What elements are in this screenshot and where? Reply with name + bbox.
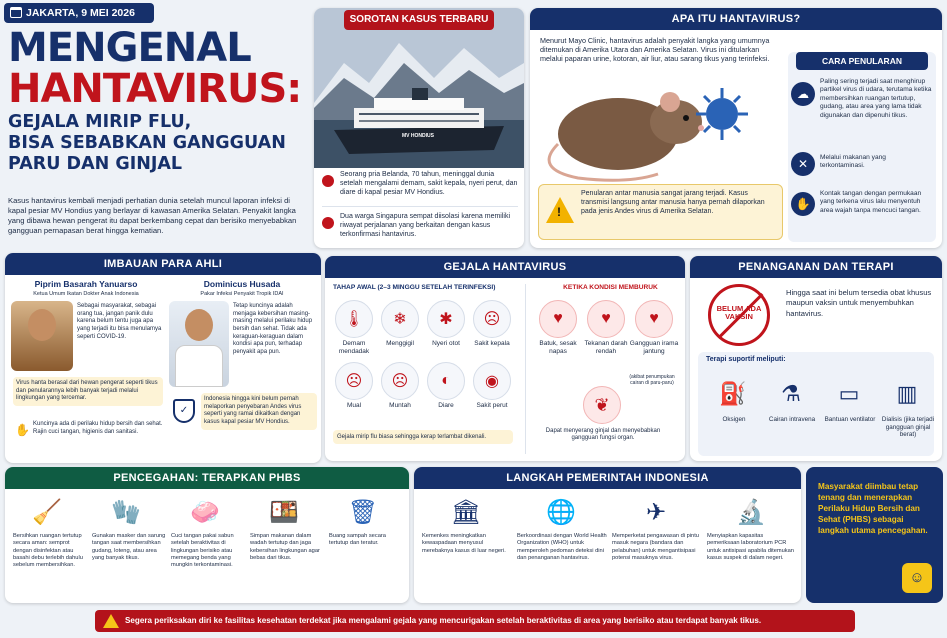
- gejala-header: GEJALA HANTAVIRUS: [325, 256, 685, 278]
- p1-note: Virus hanta berasal dari hewan pengerat seperti tikus dan penularannya lebih banyak terjadi melalui lingkungan yang tercemar.: [13, 377, 163, 406]
- therapy-label: Cairan intravena: [768, 416, 816, 423]
- awal-note: Gejala mirip flu biasa sehingga kerap terlambat dikenali.: [333, 430, 513, 444]
- sorotan-header: SOROTAN KASUS TERBARU: [344, 10, 494, 30]
- heart-rhythm-icon: ♥: [635, 300, 673, 338]
- langkah-header: LANGKAH PEMERINTAH INDONESIA: [414, 467, 801, 489]
- phbs-callout: [806, 467, 943, 603]
- government-step-text: Kemenkes meningkatkan kewaspadaan menyusul merebaknya kasus di luar negeri.: [422, 533, 506, 554]
- toilet-icon: ◐: [427, 362, 465, 400]
- stamp-text: BELUM ADA VAKSIN: [716, 304, 762, 322]
- lungs-icon: ♥: [539, 300, 577, 338]
- dialysis-icon: ▥: [896, 381, 918, 406]
- ahli-panel: [5, 253, 321, 463]
- apa-desc: Menurut Mayo Clinic, hantavirus adalah penyakit langka yang umumnya ditemukan di Amerika Utara dan Amerika Selatan. Virus ini ditularkan melalui paparan urine, kotoran, air liur, atau sarang tikus yang terinfeksi.: [540, 36, 770, 64]
- calendar-icon: [10, 7, 22, 18]
- rat-illustration: [538, 74, 718, 184]
- prevention-text: Buang sampah secara tertutup dan teratur.: [329, 533, 386, 547]
- headache-icon: ☹: [473, 300, 511, 338]
- pencegahan-header: PENCEGAHAN: TERAPKAN PHBS: [5, 467, 409, 489]
- symptom-label: Menggigil: [386, 340, 414, 347]
- shield-icon: ✓: [173, 399, 195, 423]
- kidney-icon: ❦: [583, 386, 621, 424]
- symptom-label: Diare: [438, 402, 454, 409]
- awal-title: TAHAP AWAL (2–3 MINGGU SETELAH TERINFEKSI): [333, 284, 496, 291]
- p1-tip: Kuncinya ada di perilaku hidup bersih dan sehat. Rajin cuci tangan, higienis dan sanitasi.: [33, 421, 163, 435]
- government-step-text: Berkoordinasi dengan World Health Organization (WHO) untuk memperoleh pedoman deteksi dini dan penanganan hantavirus.: [517, 533, 607, 561]
- p2-role: Pakar Infeksi Penyakit Tropik IDAI: [200, 291, 284, 297]
- vomit-icon: ☹: [381, 362, 419, 400]
- cara-3: Kontak tangan dengan permukaan yang terkena virus lalu menyentuh area wajah tanpa mencuci tangan.: [820, 190, 922, 214]
- ministry-building-icon: 🏛: [450, 498, 482, 526]
- chills-icon: ❄: [381, 300, 419, 338]
- government-step-text: Menyiapkan kapasitas pemeriksaan laboratorium PCR untuk antisipasi apabila ditemukan kasus suspek di dalam negeri.: [707, 533, 794, 561]
- berat-extra: (akibat penumpukan cairan di paru-paru): [629, 374, 675, 386]
- date-text: JAKARTA, 9 MEI 2026: [26, 7, 135, 19]
- person-icon: [322, 175, 334, 187]
- handwash-icon: 🧼: [190, 498, 220, 526]
- avatar-p2: [169, 301, 229, 387]
- cara-2: Melalui makanan yang terkontaminasi.: [820, 154, 886, 170]
- trash-bin-icon: 🗑: [347, 498, 379, 526]
- intro-text: Kasus hantavirus kembali menjadi perhatian dunia setelah muncul laporan infeksi di kapal pesiar MV Hondius yang berlayar di kawasan Amerika Selatan. Penyakit langka yang dibawa hewan pengerat itu dapat berkembang cepat dan berisiko menyebabkan gangguan pernapasan berat hingga kematian.: [8, 196, 297, 236]
- ship-name: MV HONDIUS: [402, 133, 434, 139]
- callout-text: Masyarakat diimbau tetap tenang dan menerapkan Perilaku Hidup Bersih dan Sehat (PHBS) sebagai langkah utama pencegahan.: [818, 482, 928, 536]
- subtitle-1: GEJALA MIRIP FLU,: [8, 112, 192, 132]
- therapy-label: Bantuan ventilator: [824, 416, 876, 423]
- terapi-panel: [690, 256, 942, 461]
- handwash-icon: ✋: [15, 423, 30, 437]
- pencegahan-panel: [5, 467, 409, 603]
- footer-bar: [95, 610, 855, 632]
- hand-icon: ✋: [791, 192, 815, 216]
- terapi-desc: Hingga saat ini belum tersedia obat khusus maupun vaksin untuk menyembuhkan hantavirus.: [786, 288, 932, 318]
- who-globe-icon: 🌐: [546, 498, 576, 526]
- warning-icon: [103, 614, 119, 628]
- ahli-header: IMBAUAN PARA AHLI: [5, 253, 321, 275]
- p2-note: Indonesia hingga kini belum pernah melaporkan penyebaran Andes virus seperti yang ramai dikaitkan dengan kasus kapal pesiar MV Hondius.: [201, 393, 317, 430]
- utensils-icon: ✕: [791, 152, 815, 176]
- p1-quote: Sebagai masyarakat, sebagai orang tua, jangan panik dulu karena belum tentu juga apa yang terjadi itu bisa menulamya seperti COVID-19.: [77, 303, 162, 340]
- sorotan-item-2: Dua warga Singapura sempat diisolasi karena memiliki riwayat perjalanan yang berkaitan dengan kasus terkonfirmasi hantavirus.: [340, 213, 511, 238]
- p1-role: Ketua Umum Ikatan Dokter Anak Indonesia: [33, 291, 139, 297]
- symptom-label: Nyeri otot: [432, 340, 460, 347]
- passport-plane-icon: ✈: [645, 498, 667, 526]
- thermometer-icon: 🌡: [335, 300, 373, 338]
- microscope-lab-icon: 🔬: [736, 498, 766, 526]
- terapi-header: PENANGANAN DAN TERAPI: [690, 256, 942, 278]
- sorotan-panel: [314, 8, 524, 248]
- therapy-label: Oksigen: [722, 416, 746, 423]
- symptom-label: Sakit perut: [476, 402, 508, 409]
- food-container-icon: 🍱: [269, 498, 299, 526]
- muscle-icon: ✱: [427, 300, 465, 338]
- symptom-label: Mual: [346, 402, 362, 409]
- gejala-panel: [325, 256, 685, 461]
- title-line-2: HANTAVIRUS:: [8, 66, 302, 112]
- spray-broom-icon: 🧹: [32, 498, 62, 526]
- oxygen-tank-icon: ⛽: [719, 381, 747, 406]
- prevention-text: Bersihkan ruangan tertutup secara aman: semprot dengan disinfektan atau basahi debu terlebih dahulu sebelum membersihkan.: [13, 533, 83, 569]
- footer-text: Segera periksakan diri ke fasilitas kesehatan terdekat jika mengalami gejala yang mencurigakan setelah beraktivitas di area yang berisiko atau terdapat banyak tikus.: [125, 616, 762, 625]
- virus-icon: [692, 84, 752, 144]
- langkah-panel: [414, 467, 801, 603]
- p2-quote: Tetap kuncinya adalah menjaga kebersihan masing-masing melalui perilaku hidup bersih dan sehat. Tidak ada keraguan-keraguan dalam kondisi apa pun, terhadap penyakit apa pun.: [233, 303, 313, 356]
- p2-name: Dominicus Husada: [203, 279, 281, 289]
- warning-box: ! Penularan antar manusia sangat jarang terjadi. Kasus transmisi langsung antar manusia hanya pernah dilaporkan pada jenis Andes virus di Amerika Selatan.: [538, 184, 783, 240]
- gloves-mask-icon: 🧤: [111, 498, 141, 526]
- severe-symptom-label: Tekanan darah rendah: [584, 340, 628, 355]
- symptom-label: Sakit kepala: [474, 340, 510, 347]
- symptom-label: Muntah: [389, 402, 411, 409]
- prevention-text: Gunakan masker dan sarung tangan saat membersihkan gudang, loteng, atau area yang banyak tikus.: [92, 533, 166, 561]
- cara-1: Paling sering terjadi saat menghirup partikel virus di udara, terutama ketika membersihkan ruangan tertutup, gudang, atau area yang lama tidak digunakan dan dipenuhi tikus.: [820, 78, 932, 119]
- cara-header: CARA PENULARAN: [796, 52, 928, 70]
- severe-symptom-label: Batuk, sesak napas: [539, 340, 577, 355]
- avatar-p1: [11, 301, 73, 371]
- cara-box: [788, 52, 936, 242]
- symptom-label: Demam mendadak: [338, 340, 370, 355]
- berat-title: KETIKA KONDISI MEMBURUK: [563, 284, 658, 291]
- page-title: [8, 25, 308, 175]
- apa-panel: [530, 8, 942, 248]
- ventilator-icon: ▭: [838, 381, 860, 406]
- no-vaccine-stamp: [708, 284, 770, 346]
- suportif-title: Terapi suportif meliputi:: [706, 356, 786, 363]
- prevention-text: Simpan makanan dalam wadah tertutup dan jaga kebersihan lingkungan agar bebas dari tikus.: [250, 533, 320, 561]
- therapy-label: Dialisis (jika terjadi gangguan ginjal berat): [881, 416, 935, 439]
- heart-rate-icon: ♥: [587, 300, 625, 338]
- warning-text: Penularan antar manusia sangat jarang terjadi. Kasus transmisi langsung antar manusia hanya pernah dilaporkan pada jenis Andes virus di Amerika Selatan.: [581, 190, 765, 215]
- severe-symptom-label: Gangguan irama jantung: [629, 340, 679, 355]
- date-badge: [4, 3, 154, 23]
- apa-header: APA ITU HANTAVIRUS?: [530, 8, 942, 30]
- sorotan-item-1: Seorang pria Belanda, 70 tahun, meninggal dunia setelah mengalami demam, sakit kepala, nyeri perut, dan diare di kapal pesiar MV Hondius.: [340, 171, 518, 196]
- lungs-icon: ☁: [791, 82, 815, 106]
- government-step-text: Memperketat pengawasan di pintu masuk negara (bandara dan pelabuhan) untuk mengantisipasi potensi masuknya virus.: [612, 533, 699, 561]
- subtitle-2: BISA SEBABKAN GANGGUAN: [8, 133, 286, 153]
- iv-bag-icon: ⚗: [781, 381, 801, 406]
- nausea-icon: ☹: [335, 362, 373, 400]
- ginjal-text: Dapat menyerang ginjal dan menyebabkan gangguan fungsi organ.: [545, 428, 661, 442]
- title-line-1: MENGENAL: [8, 25, 251, 71]
- cruise-ship-image: [314, 8, 524, 168]
- p1-name: Piprim Basarah Yanuarso: [34, 279, 138, 289]
- community-shield-icon: ☺: [902, 563, 932, 593]
- subtitle-3: PARU DAN GINJAL: [8, 154, 183, 174]
- prevention-text: Cuci tangan pakai sabun setelah beraktivitas di lingkungan berisiko atau memegang benda yang mungkin terkontaminasi.: [171, 533, 234, 569]
- person-icon: [322, 217, 334, 229]
- stomach-icon: ◉: [473, 362, 511, 400]
